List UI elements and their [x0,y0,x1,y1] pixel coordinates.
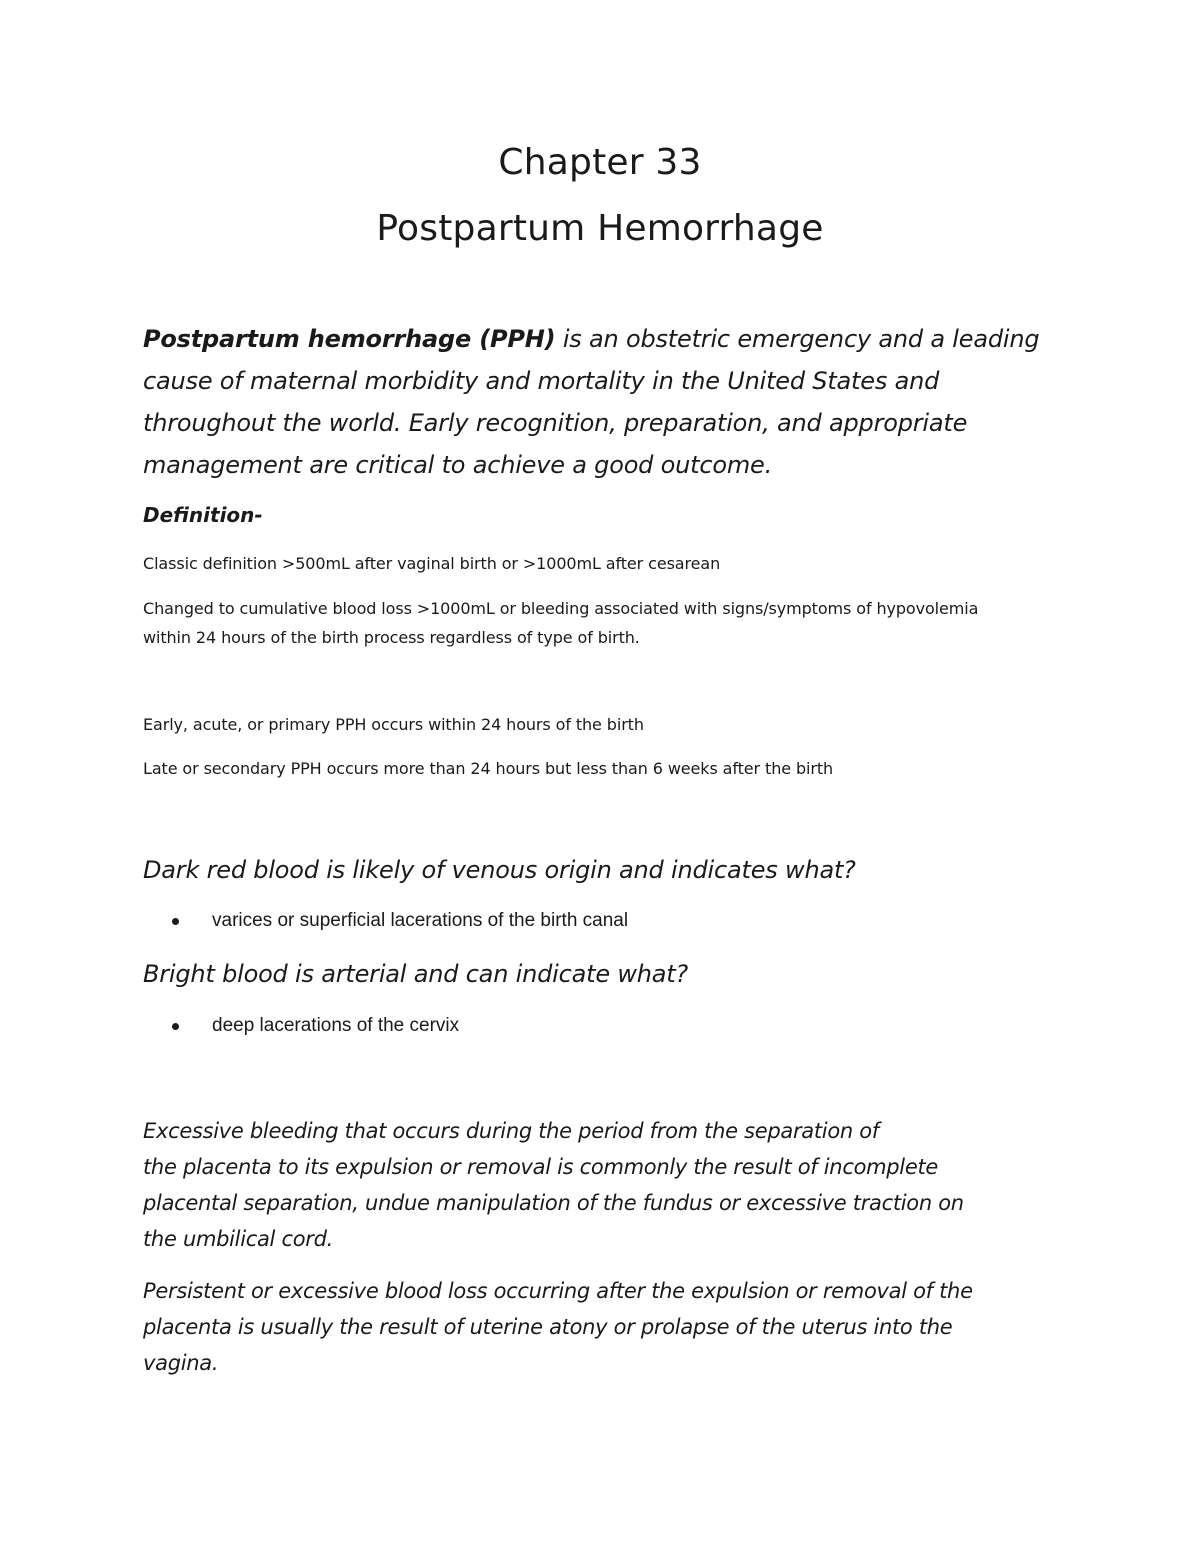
changed-definition-line-1: Changed to cumulative blood loss >1000mL or bleeding associated with signs/symptoms of hypovolemia [143,599,979,618]
intro-line-4: management are critical to achieve a good outcome. [143,451,773,479]
persistent-bleeding-paragraph [143,1273,1043,1381]
excessive-bleeding-line-1: Excessive bleeding that occurs during the period from the separation of [143,1119,879,1143]
intro-line-2: cause of maternal morbidity and mortality in the United States and [143,367,940,395]
excessive-bleeding-line-4: the umbilical cord. [143,1227,333,1251]
dark-blood-question: Dark red blood is likely of venous origin and indicates what? [143,856,856,884]
bullet-icon [172,918,179,925]
persistent-bleeding-line-1: Persistent or excessive blood loss occurring after the expulsion or removal of the [143,1279,973,1303]
excessive-bleeding-paragraph [143,1113,1043,1257]
bright-blood-answer: deep lacerations of the cervix [212,1015,460,1036]
classic-definition: Classic definition >500mL after vaginal birth or >1000mL after cesarean [143,554,721,573]
excessive-bleeding-line-2: the placenta to its expulsion or removal is commonly the result of incomplete [143,1155,939,1179]
intro-line-3: throughout the world. Early recognition, preparation, and appropriate [143,409,968,437]
persistent-bleeding-line-3: vagina. [143,1351,219,1375]
intro-paragraph [143,318,1063,486]
early-pph-text: Early, acute, or primary PPH occurs within 24 hours of the birth [143,715,644,734]
late-pph-text: Late or secondary PPH occurs more than 24 hours but less than 6 weeks after the birth [143,759,834,778]
chapter-heading: Chapter 33 [498,142,702,183]
bright-blood-question: Bright blood is arterial and can indicate what? [143,960,689,988]
dark-blood-answer: varices or superficial lacerations of the birth canal [212,910,629,931]
changed-definition [143,594,1073,652]
page-title: Postpartum Hemorrhage [376,208,824,249]
excessive-bleeding-line-3: placental separation, undue manipulation of the fundus or excessive traction on [143,1191,964,1215]
changed-definition-line-2: within 24 hours of the birth process regardless of type of birth. [143,628,640,647]
bright-blood-answer-item [172,1015,459,1037]
intro-term: Postpartum hemorrhage (PPH) [143,325,556,353]
persistent-bleeding-line-2: placenta is usually the result of uterine atony or prolapse of the uterus into the [143,1315,953,1339]
intro-line-1 [143,318,1063,360]
intro-line-1-rest: is an obstetric emergency and a leading [555,325,1040,353]
definition-heading: Definition- [143,503,263,527]
bullet-icon [172,1023,179,1030]
dark-blood-answer-item [172,910,628,932]
